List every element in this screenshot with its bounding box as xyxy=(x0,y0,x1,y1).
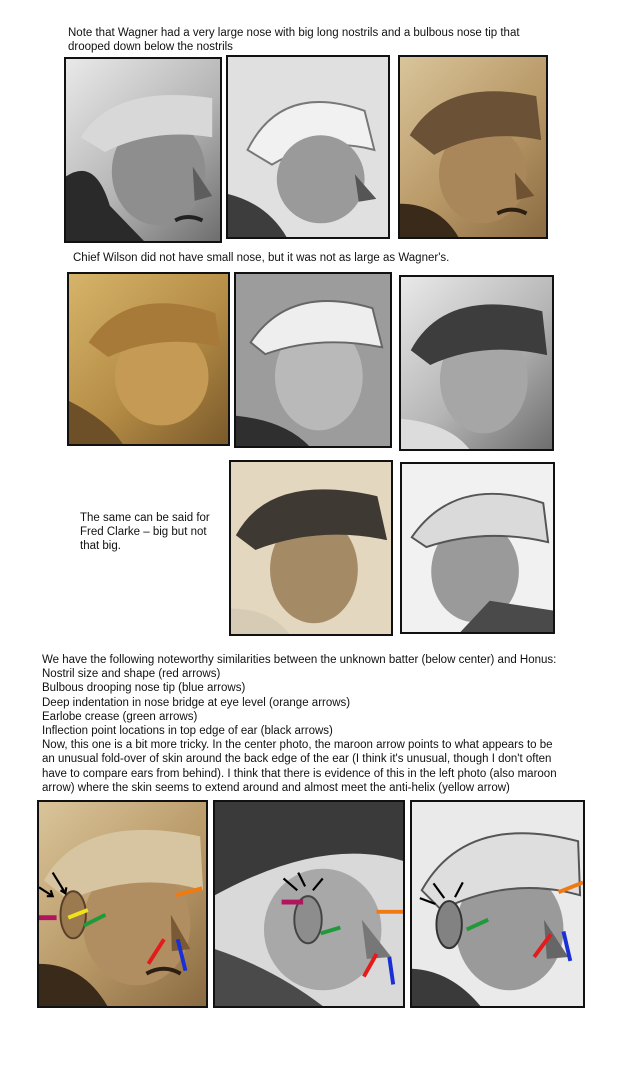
photo-wagner-1 xyxy=(64,57,222,243)
notes-line: Bulbous drooping nose tip (blue arrows) xyxy=(42,682,246,695)
photo-wilson-2 xyxy=(234,272,392,448)
notes-line: Now, this one is a bit more tricky. In the center photo, the maroon arrow points to what appears to be xyxy=(42,739,553,752)
caption-clarke: The same can be said for Fred Clarke – big but not that big. xyxy=(80,512,210,552)
photo-compare-left xyxy=(37,800,208,1008)
notes-line: have to compare ears from behind). I think that there is evidence of this in the left photo (also maroon xyxy=(42,767,557,780)
photo-wagner-3 xyxy=(398,55,548,239)
caption-wagner: Note that Wagner had a very large nose with big long nostrils and a bulbous nose tip that drooped down below the nostrils xyxy=(68,27,520,53)
photo-wilson-1 xyxy=(67,272,230,446)
notes-line: Inflection point locations in top edge of ear (black arrows) xyxy=(42,725,333,738)
photo-clarke-1 xyxy=(229,460,393,636)
notes-line: Earlobe crease (green arrows) xyxy=(42,710,198,723)
notes-line: arrow) where the skin seems to extend around and almost meet the anti-helix (yellow arrow) xyxy=(42,781,510,794)
comparison-notes xyxy=(42,653,602,795)
notes-line: We have the following noteworthy similarities between the unknown batter (below center) and Honus: xyxy=(42,654,557,666)
photo-wilson-3 xyxy=(399,275,554,451)
caption-wilson: Chief Wilson did not have small nose, but it was not as large as Wagner's. xyxy=(73,252,450,264)
photo-clarke-2 xyxy=(400,462,555,634)
notes-line: Nostril size and shape (red arrows) xyxy=(42,668,221,681)
notes-line: an unusual fold-over of skin around the back edge of the ear (I think it's unusual, though I don't often xyxy=(42,753,552,766)
photo-compare-center xyxy=(213,800,405,1008)
photo-wagner-2 xyxy=(226,55,390,239)
notes-line: Deep indentation in nose bridge at eye level (orange arrows) xyxy=(42,696,351,709)
photo-compare-right xyxy=(410,800,585,1008)
